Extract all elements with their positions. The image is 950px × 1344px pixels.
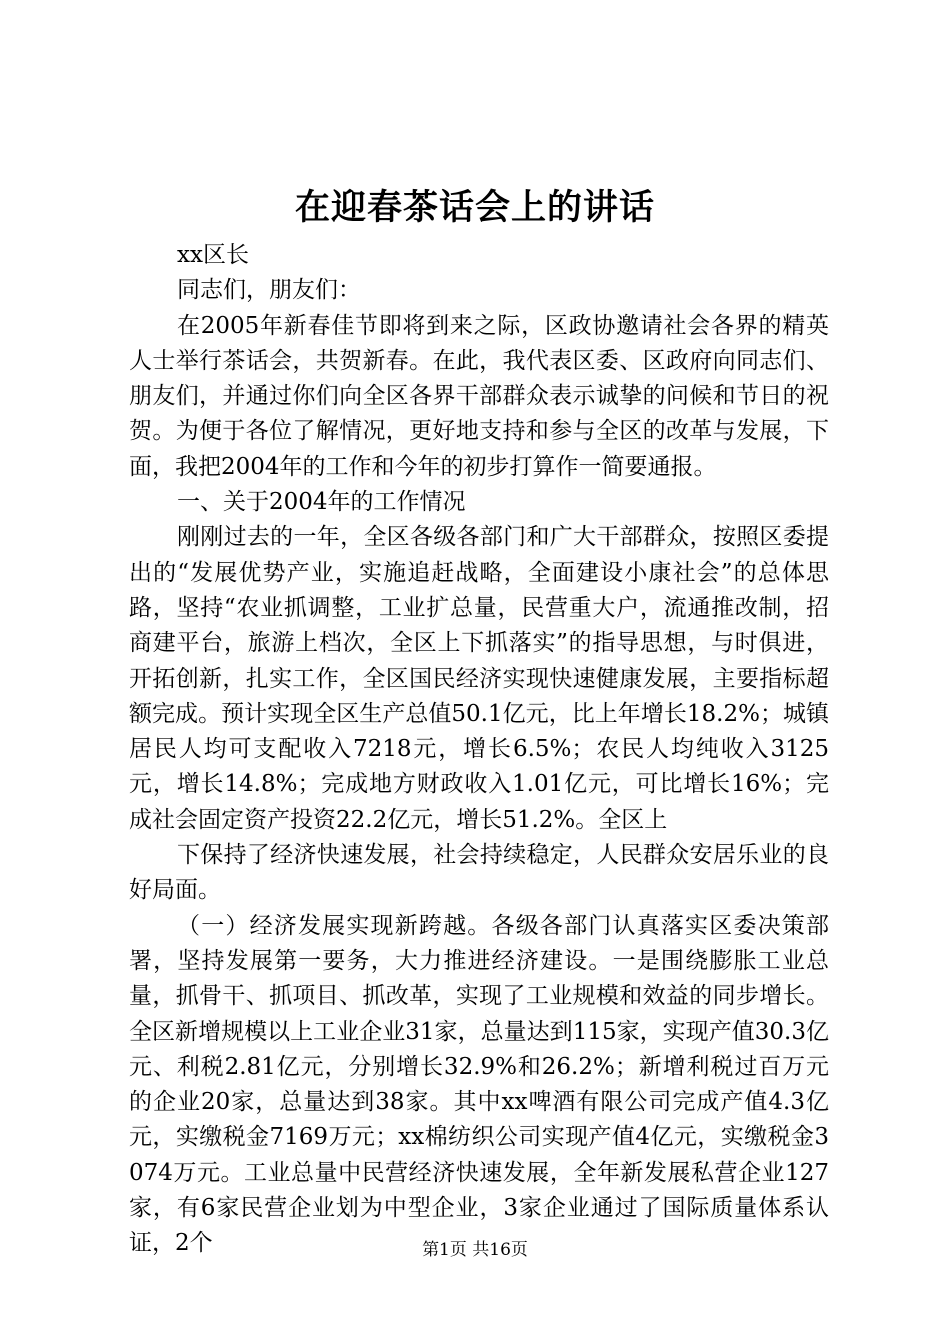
section-heading-1: 一、关于2004年的工作情况 [177, 489, 466, 516]
document-body [129, 238, 829, 1262]
paragraph-salutation-speaker: xx区长 [177, 242, 249, 268]
paragraph-greeting: 同志们，朋友们： [177, 277, 361, 304]
document-title: 在迎春茶话会上的讲话 [294, 187, 655, 228]
paragraph-review-continued: 下保持了经济快速发展，社会持续稳定，人民群众安居乐业的良好局面。 [129, 842, 829, 904]
paragraph-review: 刚刚过去的一年，全区各级各部门和广大干部群众，按照区委提出的“发展优势产业，实施追赶战略，全面建设小康社会”的总体思路，坚持“农业抓调整，工业扩总量，民营重大户，流通推改制，招商建平台，旅游上档次，全区上下抓落实”的指导思想，与时俱进，开拓创新，扎实工作，全区国民经济实现快速健康发展，主要指标超额完成。预计实现全区生产总值50.1亿元，比上年增长18.2%；城镇居民人均可支配收入7218元，增长6.5%；农民人均纯收入3125元，增长14.8%；完成地方财政收入1.01亿元，可比增长16%；完成社会固定资产投资22.2亿元，增长51.2%。全区上 [129, 524, 829, 833]
paragraph-opening: 在2005年新春佳节即将到来之际，区政协邀请社会各界的精英人士举行茶话会，共贺新春。在此，我代表区委、区政府向同志们、朋友们，并通过你们向全区各界干部群众表示诚挚的问候和节日的祝贺。为便于各位了解情况，更好地支持和参与全区的改革与发展，下面，我把2004年的工作和今年的初步打算作一简要通报。 [129, 312, 829, 480]
paragraph-economy: （一）经济发展实现新跨越。各级各部门认真落实区委决策部署，坚持发展第一要务，大力推进经济建设。一是围绕膨胀工业总量，抓骨干、抓项目、抓改革，实现了工业规模和效益的同步增长。全区新增规模以上工业企业31家，总量达到115家，实现产值30.3亿元、利税2.81亿元，分别增长32.9%和26.2%；新增利税过百万元的企业20家，总量达到38家。其中xx啤酒有限公司完成产值4.3亿元，实缴税金7169万元；xx棉纺织公司实现产值4亿元，实缴税金3074万元。工业总量中民营经济快速发展，全年新发展私营企业127家，有6家民营企业划为中型企业，3家企业通过了国际质量体系认证，2个 [129, 912, 829, 1257]
page-number: 第1页 共16页 [422, 1240, 528, 1260]
